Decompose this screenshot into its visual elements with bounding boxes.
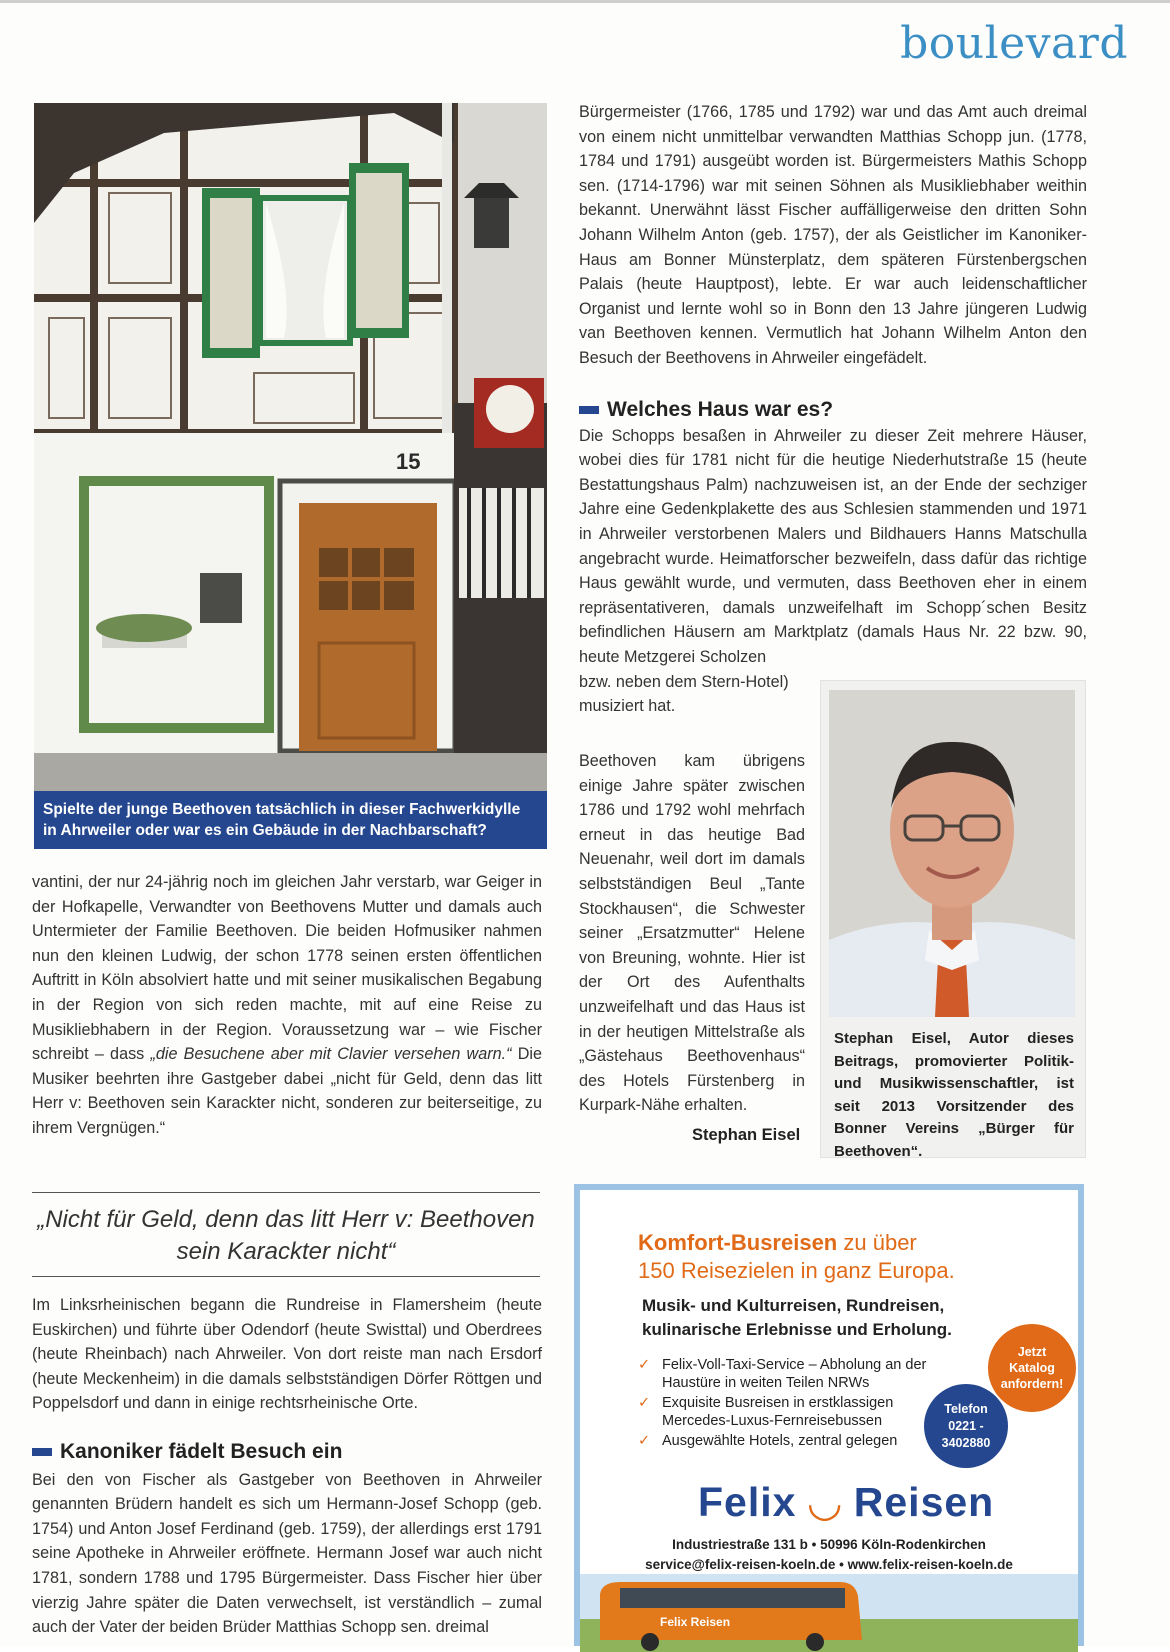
portrait-caption: Stephan Eisel, Autor dieses Beitrags, promovierter Politik- und Musikwissenschaftler, ist seit 2013 Vorsitzender des Bonner Vereins „Bürger für Beethoven“. (834, 1030, 1074, 1160)
right-para1-text: Bürgermeister (1766, 1785 und 1792) war und das Amt auch dreimal von einem nicht unmittelbar verwandten Matthias Schopp jun. (1778, 1784 und 1791) ausgeübt worden ist. Bürgermeisters Mathis Schopp sen. (1714-1796) war mit seinen Söhnen als Musikliebhaber weithin bekannt. Unerwähnt lässt Fischer auffälligerweise den dritten Sohn Johann Wilhelm Anton (geb. 1757), der als Geistlicher im Kanoniker-Haus am Bonner Münsterplatz, dem späteren Fürstenbergschen Palais (heute Hauptpost), lebte. Er war auch leidenschaftlicher Organist und lernte wohl so in Bonn den 13 Jahre jüngeren Ludwig van Beethoven kennen. Vermutlich hat Johann Wilhelm Anton den Besuch der Beethovens in Ahrweiler eingefädelt. (579, 103, 1087, 367)
left-column-paragraph (32, 870, 542, 1141)
left-heading (32, 1440, 542, 1465)
ad-sub-line-2: kulinarische Erlebnisse und Erholung. (642, 1320, 952, 1339)
ad-address (580, 1535, 1078, 1575)
right-column-paragraph-3 (579, 749, 805, 1118)
house-photo (34, 103, 547, 849)
check-icon: ✓ (638, 1357, 651, 1373)
right-para2-end1: bzw. neben dem Stern-Hotel) (579, 672, 789, 691)
bus-image (580, 1574, 1078, 1652)
ad-address-line: Industriestraße 131 b • 50996 Köln-Rodenkirchen (672, 1537, 986, 1552)
top-rule (0, 0, 1170, 3)
ad-headline-2: 150 Reisezielen in ganz Europa. (638, 1258, 955, 1283)
author-portrait (829, 690, 1075, 1017)
para2-text: Im Linksrheinischen begann die Rundreise in Flamersheim (heute Euskirchen) und führte über Odendorf (heute Swisttal) und Oberdrees (heute Rheinbach) nach Ahrweiler. Von dort reiste man nach Ersdorf (heute Meckenheim) in die damals selbstständigen Dörfer Röttgen und Poppelsdorf und dann in einige rechtsrheinische Orte. (32, 1296, 542, 1413)
logo-left: Felix (698, 1479, 797, 1525)
right-column-paragraph-1 (579, 100, 1087, 371)
right-para2-text: Die Schopps besaßen in Ahrweiler zu dieser Zeit mehrere Häuser, wobei dies für 1781 nicht für die heutige Niederhutstraße 15 (heute Bestattungshaus Palm) nachzuweisen ist, an der Ende der sechziger Jahre eine Gedenkplakette des aus Schlesien stammenden und 1971 in Ahrweiler verstorbenen Malers und Bildhauers Hanns Matschulla angebracht wurde. Heimatforscher bezweifeln, dass dafür das richtige Haus gewählt wurde, und vermuten, dass Beethoven eher in einem repräsentativeren, damals unzweifelhaft im Schopp´schen Besitz befindlichen Häusern am Marktplatz (damals Haus Nr. 22 bzw. 90, heute Metzgerei Scholzen (579, 426, 1087, 666)
list-item (638, 1432, 952, 1450)
felix-reisen-logo (698, 1478, 994, 1526)
right-para2-end2: musiziert hat. (579, 697, 676, 716)
bus-label: Felix Reisen (660, 1615, 731, 1629)
logo-right: Reisen (853, 1479, 995, 1525)
right-heading-text: Welches Haus war es? (607, 398, 834, 421)
para-italic: „die Besuchene aber mit Clavier versehen warn.“ (150, 1045, 512, 1064)
right-para3-text: Beethoven kam übrigens einige Jahre später zwischen 1786 und 1792 wohl mehrfach erneut in das heutige Bad Neuenahr, weil dort im damals selbstständigen Beul „Tante Stockhausen“, die Schwester seiner „Ersatzmutter“ Helene von Breuning, wohnte. Hier ist der Ort des Aufenthalts unzweifelhaft und das Haus ist in der heutigen Mittelstraße als „Gästehaus Beethovenhaus“ des Hotels Fürstenberg in Kurpark-Nähe erhalten. (579, 752, 805, 1115)
pull-quote-text: „Nicht für Geld, denn das litt Herr v: Beethoven sein Karackter nicht“ (37, 1206, 535, 1265)
right-column-section (579, 398, 1087, 719)
ad-headline (638, 1230, 917, 1256)
left-heading-text: Kanoniker fädelt Besuch ein (60, 1440, 343, 1463)
para3-text: Bei den von Fischer als Gastgeber von Beethoven in Ahrweiler genannten Brüdern handelt es sich um Hermann-Josef Schopp (geb. 1754) und Anton Josef Ferdinand (geb. 1759), der allerdings erst 1791 seine Apotheke in Ahrweiler eröffnete. Hermann Josef war auch nicht 1781, sondern 1788 und 1795 Bürgermeister. Dass Fischer hier über vierzig Jahre später die Daten verwechselt, ist verständlich – zumal auch der Vater der beiden Brüder Matthias Schopp sen. dreimal (32, 1470, 542, 1637)
photo-caption: Spielte der junge Beethoven tatsächlich in dieser Fachwerkidylle in Ahrweiler oder war es ein Gebäude in der Nachbarschaft? (34, 791, 547, 849)
phone-label: Telefon (944, 1401, 988, 1416)
badge-line-1: Jetzt (1017, 1345, 1047, 1359)
list-item (638, 1394, 912, 1430)
catalog-badge[interactable] (988, 1324, 1076, 1412)
author-signature: Stephan Eisel (692, 1126, 801, 1144)
heading-bar (579, 406, 599, 414)
ad-headline-bold: Komfort-Busreisen (638, 1230, 838, 1255)
travel-advertisement (574, 1184, 1084, 1646)
house-number: 15 (396, 449, 421, 474)
left-column-section (32, 1440, 542, 1640)
section-title: boulevard (900, 18, 1128, 69)
ad-item-text: Ausgewählte Hotels, zentral gelegen (662, 1433, 898, 1449)
left-column-paragraph-2 (32, 1293, 542, 1416)
ad-sub-line-1: Musik- und Kulturreisen, Rundreisen, (642, 1296, 945, 1315)
phone-line-2: 3402880 (941, 1435, 991, 1450)
list-item (638, 1356, 942, 1392)
ad-item-text: Exquisite Busreisen in erstklassigen Mercedes-Luxus-Fernreisebussen (662, 1395, 894, 1429)
ad-feature-list (638, 1356, 952, 1452)
phone-line-1: 0221 - (948, 1418, 984, 1433)
phone-badge (924, 1384, 1008, 1468)
check-icon: ✓ (638, 1433, 651, 1449)
right-heading (579, 398, 1087, 423)
ad-item-text: Felix-Voll-Taxi-Service – Abholung an der Haustüre in weiten Teilen NRWs (662, 1357, 927, 1391)
check-icon: ✓ (638, 1395, 651, 1411)
ad-contact-line: service@felix-reisen-koeln.de • www.felix-reisen-koeln.de (645, 1557, 1013, 1572)
badge-line-3: anfordern! (1000, 1377, 1064, 1391)
para-end: Die Musiker beehrten ihre Gastgeber dabei „nicht für Geld, denn das litt Herr v: Beethoven sein Karackter nicht, sonderen zur beiterseitige, zu ihrem Vergnügen.“ (32, 1045, 543, 1137)
smile-icon: ◡ (796, 1479, 854, 1525)
heading-bar (32, 1448, 52, 1456)
para-text: vantini, der nur 24-jährig noch im gleichen Jahr verstarb, war Geiger in der Hofkapelle, Verwandter von Beethovens Mutter und damals auch Untermieter der Familie Beethoven. Die beiden Hofmusiker nahmen nun den kleinen Ludwig, der schon 1778 seinen ersten öffentlichen Auftritt in Köln absolviert hatte und mit seiner musikalischen Begabung in der Region von sich reden machte, mit auf eine Reise zu Musikliebhabern in der Region. Voraussetzung war – wie Fischer schreibt – dass (32, 873, 542, 1064)
ad-headline-rest: zu über (843, 1230, 917, 1255)
badge-line-2: Katalog (1009, 1361, 1055, 1375)
ad-subheadline (642, 1294, 952, 1342)
pull-quote (32, 1192, 540, 1277)
